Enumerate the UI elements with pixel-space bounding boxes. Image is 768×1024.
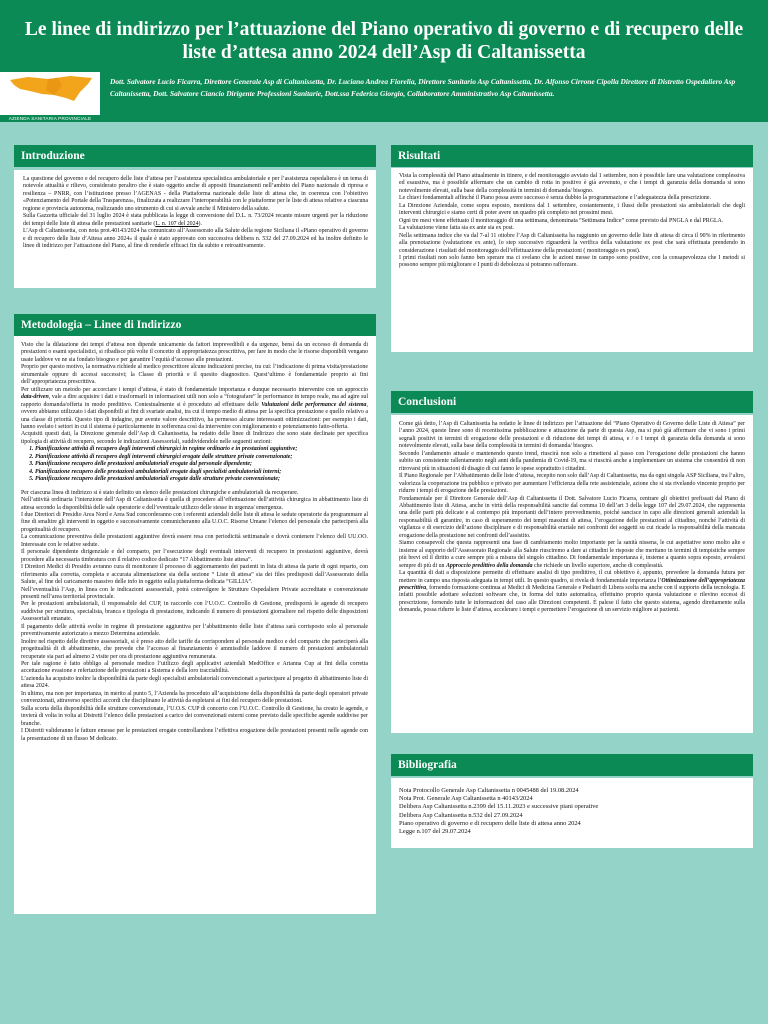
asp-logo bbox=[0, 72, 100, 122]
logo-line-name: CALTANISSETTA bbox=[3, 103, 68, 112]
method-paragraph: La comunicazione preventiva delle prestazioni aggiuntive dovrà essere resa con periodicità settimanale e dovrà contenere l’elenco dell UU.OO. Interessate con le relative sedute. bbox=[21, 534, 368, 548]
method-paragraph: Sulla scorta della disponibilità delle strutture convenzionate, l’U.O.S. CUP di concerto con l’U.O.C. Controllo di Gestione, ha creato le agende, e invierà di volta in volta ai Distretti l’elenco delle prestazioni a carico dei convenzionati esterni come previsto dalle specifiche agende suddivise per branche. bbox=[21, 705, 368, 727]
results-paragraph: Le chiavi fondamentali affinché il Piano possa avere successo è senza dubbio la programmazione e l’adeguatezza della prescrizione. bbox=[399, 195, 711, 202]
logo-strip: AZIENDA SANITARIA PROVINCIALE bbox=[0, 115, 100, 122]
conclusions-text: , fornendo formazione continua ai Medici di Medicina Generale e Pediatri di Libera scelta ma anche con il supporto della tecnologia. E infatti possibile adottare soluzioni software che, in forma del tutto automatica, effettuino proprio questa valutazione e rilevino eccessi di prescrizione, fornendo tutte le informazioni del caso alle Direzioni competenti. È palese il fatto che questo sistema, agendo direttamente sulla domanda, possa ridurre le liste d’attesa, accelerare i tempi e permettere l’erogazione di un servizio migliore ai pazienti. bbox=[399, 584, 745, 614]
method-paragraph: Inoltre nel rispetto delle direttive assessoriali, si è preso atto delle tariffe da corrispondere al personale medico e del comparto che parteciperà alla progettualità di di abbattimento, che prevede che l’accesso al finanziamento è ammissibile laddove il numero di prestazioni ambulatoriali recuperate sia pari ad almeno 2 visite per ora di prestazione aggiuntiva remunerata. bbox=[21, 638, 368, 660]
method-list bbox=[21, 446, 368, 483]
results-paragraph: I primi risultati non solo fanno ben sperare ma ci svelano che le azioni messe in campo sono positive, con la consapevolezza che I metodi si possono sempre più migliorare e I punti di debolezza si potranno rafforzare. bbox=[399, 254, 745, 269]
method-paragraph: Proprio per questo motivo, la normativa richiede al medico prescrittore alcune indicazioni precise, tra cui: l’indicazione di prima visita/prestazione strumentale oppure di accessi successivi; la Classe di priorità e il quesito diagnostico. Quest’ultimo è fondamentale proprio ai fini dell’appropriatezza prescrittiva. bbox=[21, 364, 368, 386]
method-paragraph: Per ciascuna linea di indirizzo si è stato definito un elenco delle prestazioni chirurgiche e ambulatoriali da recuperare. bbox=[21, 489, 299, 496]
bibliography-item: Nota Protocollo Generale Asp Caltanissetta n 0045488 del 19.08.2024 bbox=[399, 787, 579, 794]
conclusions-paragraph: Il Piano Regionale per l’Abbattimento delle liste d’attesa, recepito non solo dall’Asp di Caltanissetta, ma da ogni singola ASP Siciliana, tra l’altro, valorizza la cooperazione tra pubblico e privato per aumentare l’efficienza della rete assistenziale, azione che si sta rivelando vincente proprio per ridurre i tempi di erogazione delle prestazioni. bbox=[399, 473, 745, 495]
conclusions-text: Siamo consapevoli che questa rappresenti una fase di cambiamento molto importante per la sanità nissena, le cui aspettative sono molto alte e insieme al supporto dell’Assessorato Regionale alla Salute riusciremo a dare ai cittadini le risposte che meritano in termini di tempistiche sempre più brevi ed il diritto a cure sempre più a misura del singolo cittadino. Di fondamentale importanza è, insieme a quanto sopra esposto, avvalersi sempre di più di un bbox=[399, 540, 745, 569]
method-text: Per utilizzare un metodo per accorciare i tempi d’attesa, è stato di fondamentale importanza e dunque necessario intervenire con un approccio bbox=[21, 386, 368, 393]
bibliography-item: Legge n.107 del 29.07.2024 bbox=[399, 828, 471, 836]
conclusions-panel bbox=[391, 415, 753, 733]
results-heading: Risultati bbox=[391, 145, 753, 167]
method-paragraph: Il personale dipendente dirigenziale e del comparto, per l’esecuzione degli eventuali interventi di recupero in prestazioni aggiuntive, dovrà procedere alla necessaria timbratura con il relativo codice dedicato “17 Abbattimento liste attesa”. bbox=[21, 549, 368, 563]
intro-panel bbox=[14, 170, 376, 288]
conclusions-heading: Conclusioni bbox=[391, 391, 753, 413]
conclusions-paragraph: Fondamentale per il Direttore Generale dell’Asp di Caltanissetta il Dott. Salvatore Lucio Ficarra, centrare gli obiettivi prefissati dal Piano di Abbattimento liste di Attesa, anche in virtù della responsabilità sancite dal comma 10 dell’art 3 della legge 107 del 29.07.2024, che rappresenta una delle parti più delicate e al contempo più importanti dell’intero provvedimento, poiché sancisce in capo alle direzioni generali aziendali la responsabilità di garantire, in caso di superamento dei tempi massimi di attesa, l’erogazione delle prestazioni al cittadino, nonché l’attività di vigilanza e di esercizio dell’azione disciplinare e di responsabilità erariale nei confronti dei soggetti su cui ricade la responsabilità della mancata erogazione della prestazione nei confronti dell’assistito. bbox=[399, 495, 745, 539]
bibliography-item: Piano operativo di governo e di recupero delle liste di attesa anno 2024 bbox=[399, 819, 581, 827]
method-paragraph bbox=[21, 387, 368, 432]
intro-paragraph: L’Asp di Caltanissetta, con nota prot.40143/2024 ha comunicato all’Assessorato alla Salute della regione Siciliana il «Piano operativo di governo e di recupero delle liste d’Attesa anno 2024» il quale è stato approvato con successiva delibera n. 532 del 27.09.2024 ed ha inoltre definito le linee di indirizzo per l’attuazione del Piano, al fine di renderle efficaci fin da subito e retroattivamente. bbox=[23, 228, 368, 250]
logo-line-asp: ASP bbox=[3, 94, 20, 103]
poster-header bbox=[0, 0, 768, 122]
results-paragraph: La valutazione viene fatta sia ex ante sia ex post. bbox=[399, 225, 515, 232]
conclusions-emphasis: Approccio predittivo della domanda bbox=[445, 562, 533, 569]
results-paragraph: Vista la complessità del Piano attualmente in itinere, e del monitoraggio avviato dal 1 settembre, non è possibile fare una valutazione complessiva ed esaustiva, ma è possibile affermare che un cambio di rotta in positivo è già avvenuto, e che i tempi di garanzia della domanda si sono notevolmente elevati, sulla base della complessità in termini di domanda/ bisogno. bbox=[399, 173, 745, 194]
method-list-item: 3. Pianificazione recupero delle prestazioni ambulatoriali erogate dal personale dipendente; bbox=[35, 461, 368, 468]
method-panel bbox=[14, 336, 376, 914]
conclusions-emphasis: Ottimizzazione dell’appropriatezza prescrittiva bbox=[399, 577, 746, 591]
conclusions-text: La quantità di dati a disposizione permette di effettuare analisi di tipo predittivo, il cui obiettivo è, appunto, prevedere la domanda futura per mettere in campo una risposta adeguata in tempi utili. In questo quadro, si rivela di fondamentale importanza l’ bbox=[399, 570, 745, 584]
law-link[interactable]: L. n. 107 del 2024 bbox=[155, 220, 199, 227]
logo-text bbox=[3, 94, 68, 112]
conclusions-paragraph: Secondo l’andamento attuale e mantenendo questo trend, riuscirà non solo a rimettersi al passo con l’erogazione delle prestazioni che hanno subito un consistente rallentamento negli anni della pandemia di Covid-19, ma si riuscirà anche a implementare un sistema che consentirà di non ritrovarsi più in situazioni di disagio di cui fanno le spese soprattutto i cittadini. bbox=[399, 450, 745, 472]
method-paragraph: Nell’attività ordinaria l’intenzione dell’Asp di Caltanissetta è quella di procedere all’effettuazione dell’attività chirurgica in abbattimento liste di attesa secondo la disponibilità delle sale operatorie e dell’eventuale utilizzo delle stesse in urgenza/ emergenza. bbox=[21, 497, 368, 511]
method-text: , vale a dire acquisire i dati e trasformarli in informazioni utili non solo a “fotografare” le performance in tempo reale, ma ad agire sul rapporto domanda/offerta in modo predittivo. Contestualmente si è proceduto ad effettuare delle bbox=[21, 394, 368, 408]
method-paragraph: I Distretti valideranno le fatture emesse per le prestazioni erogate controllandone l’effettiva erogazione delle prestazioni presenti nelle agende con la presentazione di un flusso M dedicato. bbox=[21, 728, 368, 742]
conclusions-paragraph bbox=[399, 570, 745, 615]
intro-paragraph: La questione del governo e del recupero delle liste d’attesa per l’assistenza specialistica ambulatoriale e per l’assistenza ospedaliera è un tema di notevole attualità e rilievo, considerato peraltro che è stato oggetto anche di appositi finanziamenti nell’ambito del Piano nazionale di ripresa e resilienza – PNRR, con l’istituzione presso l’AGENAS - della Piattaforma nazionale delle liste di attesa che, in coerenza con l’obiettivo «Potenziamento del Portale della Trasparenza», finalizzata a realizzare l’interoperabilità con le piattaforme per le liste di attesa relative a ciascuna regione e provincia autonoma, realizzando uno strumento di cui si avvale anche il Ministero della salute. bbox=[23, 176, 368, 212]
method-heading: Metodologia – Linee di Indirizzo bbox=[14, 314, 376, 336]
method-paragraph: I Direttori Medici di Presidio avranno cura di monitorare il processo di aggiornamento dei pazienti in lista di attesa da parte di ogni reparto, con riferimento alla corretta, completa e accurata alimentazione sia della sezione “ Liste di attesa” sia dei files predisposti dall’Assessorato della Salute, al fine del caricamento massivo delle info in oggetto sulla piattaforma dedicata “GILLIA”. bbox=[21, 564, 368, 586]
method-text: , ovvero abbiamo utilizzato i dati disponibili ai fini di svariate analisi, tra cui il tempo medio di attesa per la specifica prestazione e quello relativo a una classe di priorità. Questo tipo di indagine, pur avente valore descrittivo, ha permesso alcune interessanti ottimizzazioni: per esempio i dati, hanno svelato i settori in cui il sistema è particolarmente in sofferenza così da intervenire con miglioramento e potenziamento fatto-offerta. bbox=[21, 401, 368, 430]
conclusions-paragraph: Come già detto, l’Asp di Caltanissetta ha redatto le linee di indirizzo per l’attuazione del “Piano Operativo di Governo delle Liste di Attesa” per l’anno 2024, queste linee sono di recentissima pubblicazione e attuazione da parte di questa Asp, ma si può già affermare che vi sono i primi segnali positivi in termini di erogazione delle prestazioni e di riduzione dei tempi di attesa, e / o I tempi di garanzia della domanda si sono notevolmente elevati, sulla base della complessità in termini di domanda/ bisogno. bbox=[399, 421, 745, 450]
bibliography-item: Delibera Asp Caltanissetta n.2399 del 15.11.2023 e successive piani operative bbox=[399, 803, 599, 811]
results-paragraph: Ogni tre mesi viene effettuato il monitoraggio di una settimana, denominata “Settimana Indice” come previsto dal PNGLA e dal PRGLA. bbox=[399, 217, 724, 224]
conclusions-paragraph bbox=[399, 540, 745, 570]
method-paragraph: In ultimo, ma non per importanza, in merito al punto 5, l’Azienda ha proceduto all’acquisizione della disponibilità da parte degli operatori private convenzionati, attraverso specifici accordi che disciplinano le attività da espletarsi ai fini del recupero delle prestazioni. bbox=[21, 690, 368, 705]
bibliography-item: Nota Prot. Generale Asp Caltanissetta n 40143/2024 bbox=[399, 795, 533, 803]
method-paragraph: Nell’eventualità l’Asp, in linea con le indicazioni assessoriali, potrà coinvolgere le Strutture Ospedaliere Private accreditate e convenzionate presenti nell’area territorial provinciale. bbox=[21, 586, 368, 600]
bibliography-heading: Bibliografia bbox=[391, 754, 753, 776]
method-list-item: 2. Pianificazione attività di recupero degli interventi chirurgici erogate dalle strutture private convenzionate; bbox=[35, 454, 368, 461]
method-emphasis: Valutazioni delle performance del sistema bbox=[261, 401, 367, 408]
intro-text: ). bbox=[198, 220, 202, 227]
method-list-item: 5. Pianificazione recupero delle prestazioni ambulatoriali erogate dalle strutture private convenzionate; bbox=[35, 476, 368, 483]
method-paragraph: I due Direttori di Presidio Area Nord e Area Sud concorderanno con i referenti aziendali delle liste di attesa le sedute operatorie da programmare al fine di smaltire gli interventi in oggetto e successivamente comunicheranno alla U.O.C. Risorse Umane l’elenco del personale che parteciperà alla progettualità di recupero. bbox=[21, 511, 368, 533]
method-paragraph: L’azienda ha acquisito inoltre la disponibilità da parte degli specialisti ambulatoriali convenzionati a partecipare al progetto di abbattimento liste di attesa 2024. bbox=[21, 675, 368, 690]
method-paragraph: Visto che la dilatazione dei tempi d’attesa non dipende unicamente da fattori imprevedibili e da urgenze, bensì da un eccesso di domanda di prestazioni o esami specialistici, si ribadisce più volte il concetto di appropriatezza prescrittiva, per fare in modo che le risorse disponibili vengano usate laddove ve ne sia fondato bisogno e per garantire l’equità d’accesso alle prestazioni. bbox=[21, 342, 368, 363]
method-paragraph: Per tale ragione è fatto obbligo al personale medico l’utilizzo degli applicativi aziendali MedOffice e Arianna Cup ai fini della corretta accettazione evasione e refertazione delle prestazioni a Sistema e della loro tracciabilità. bbox=[21, 661, 368, 675]
method-emphasis: data-driven bbox=[21, 394, 49, 401]
method-paragraph: Il pagamento delle attività svolte in regime di prestazione aggiuntiva per l’abbattimento delle liste d’attesa sarà corrisposto solo al personale preventivamente autorizzato a mezzo Determina aziendale. bbox=[21, 623, 368, 638]
conclusions-text: che richiede un livello superiore, anche di complessità. bbox=[532, 562, 664, 569]
bibliography-item: Delibera Asp Caltanissetta n.532 del 27.09.2024 bbox=[399, 811, 523, 819]
results-paragraph: La Direzione Aziendale, come sopra esposto, monitora dal 1 settembre, costantemente, i flussi delle prestazioni sia ambulatoriali che degli interventi chirurgici e siamo certi di poter avere un quadro più completo nei prossimi mesi. bbox=[399, 202, 745, 217]
bibliography-panel bbox=[391, 778, 753, 848]
intro-text: Sulla Gazzetta ufficiale del 31 luglio 2024 è stata pubblicata la legge di conversione del D.L. n. 73/2024 recante misure urgenti per la riduzione dei tempi delle liste di attesa delle prestazioni sanitarie ( bbox=[23, 213, 368, 227]
intro-paragraph bbox=[23, 213, 368, 228]
method-paragraph: Acquisiti questi dati, la Direzione generale dell’Asp di Caltanissetta, ha redatto delle linee di Indirizzo che sono state declinate per specifica tipologia di attività di recupero, secondo le indicazioni Assessoriali, suddividendole nelle seguenti sezioni: bbox=[21, 431, 368, 445]
authors-line: Dott. Salvatore Lucio Ficarra, Direttore Generale Asp di Caltanissetta, Dr. Luciano Andrea Fiorelia, Direttore Sanitario Asp Caltanissetta, Dr. Alfonso Cirrone Cipolla Direttore di Distretto Ospedaliero Asp Caltanissetta, Dott. Salvatore Ciancio Dirigente Professioni Sanitarie, Dott.ssa Federica Giorgio, Collaboratore Amministrativo Asp Caltanissetta. bbox=[110, 77, 736, 98]
method-list-item: 4. Pianificazione recupero delle prestazioni ambulatoriali erogate dagli specialisti ambulatoriali interni; bbox=[35, 469, 368, 476]
poster-title: Le linee di indirizzo per l’attuazione del Piano operativo di governo e di recupero delle liste d’attesa anno 2024 dell’Asp di Caltanissetta bbox=[24, 19, 744, 63]
results-panel bbox=[391, 168, 753, 352]
results-paragraph: Nella settimana indice che va dal 7-al 11 ottobre l’Asp di Caltanissetta ha raggiunto un governo delle liste di attesa di circa il 90% in riferimento alla prenotazione (valutazione ex ante), lo step successivo riguarderà la verifica della valutazione ex post che sarà effettuata prendendo in considerazione i risultati del monitoraggio dell’effettuazione della prestazioni ( monitoraggio ex post). bbox=[399, 232, 745, 254]
intro-heading: Introduzione bbox=[14, 145, 376, 167]
method-paragraph: Per le prestazioni ambulatoriali, il responsabile del CUP, in raccordo con l’U.O.C. Controllo di Gestione, predisporrà le agende di recupero suddivise per struttura, specialista, branca e tipologia di prestazione, indicando il numero di prestazioni giornaliere nel rispetto delle disposizioni Assessoriali emanate. bbox=[21, 601, 368, 623]
method-list-item: 1. Pianificazione attività di recupero degli interventi chirurgici in regime ordinario e in prestazioni aggiuntive; bbox=[35, 446, 368, 453]
